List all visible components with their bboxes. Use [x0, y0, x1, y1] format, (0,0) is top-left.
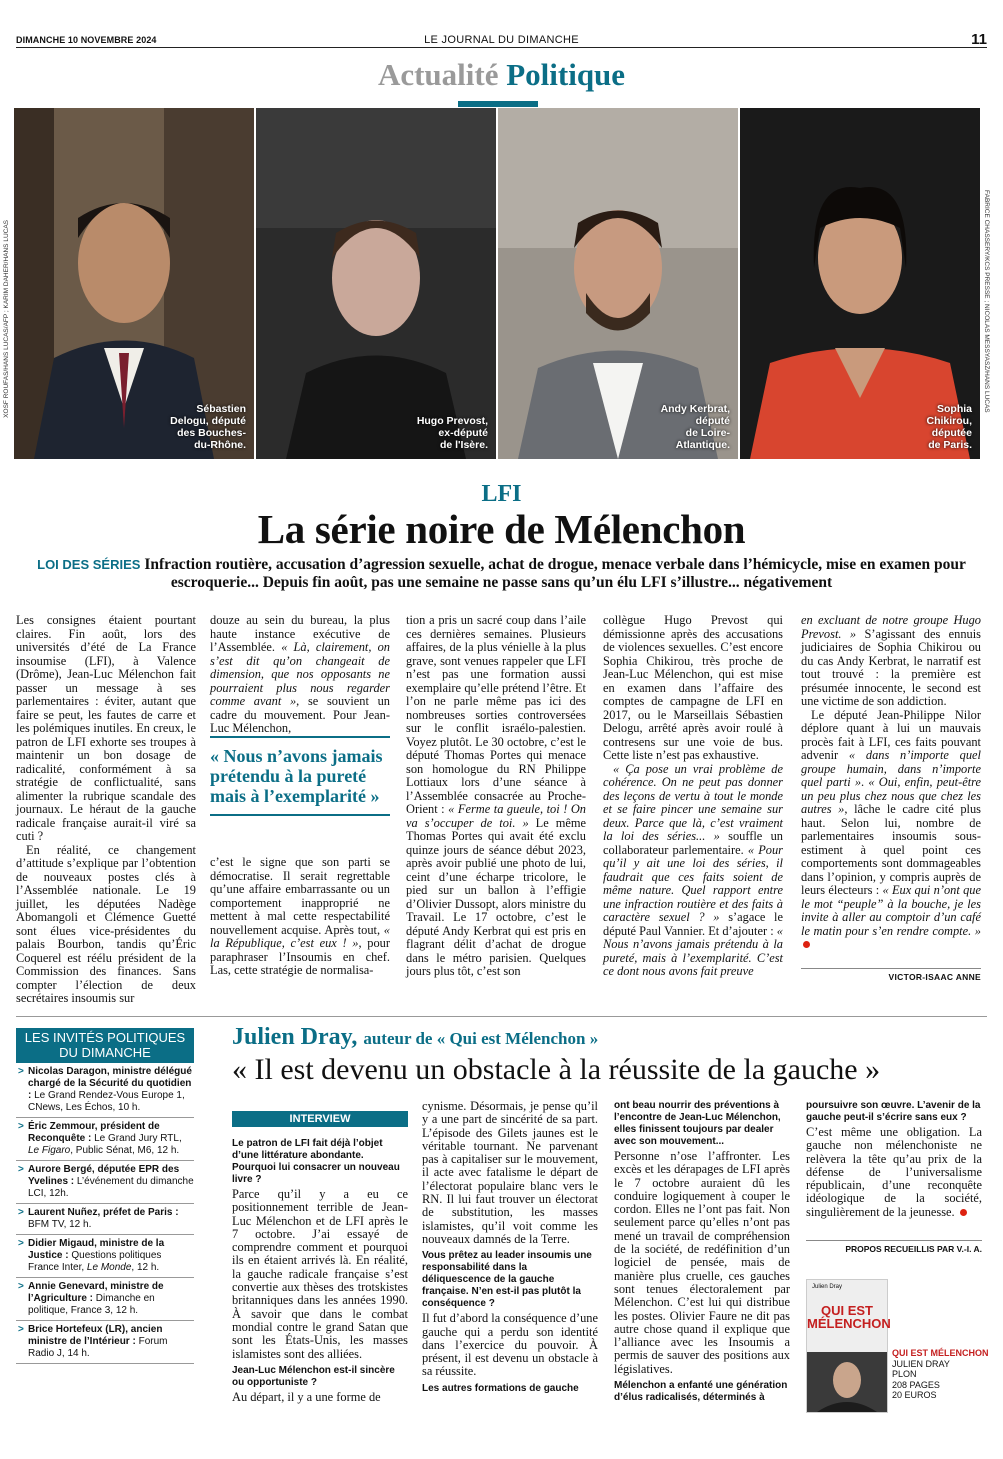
page-number: 11 — [971, 31, 987, 48]
interviewee-name: Julien Dray, — [232, 1024, 358, 1050]
guest-item: > Nicolas Daragon, ministre délégué chargé de la Sécurité du quotidien : Le Grand Rendez-Vous Europe 1, CNews, Les Échos, 10 h. — [16, 1063, 194, 1118]
interviewee-subtitle: auteur de « Qui est Mélenchon » — [363, 1029, 599, 1048]
book-pages: 208 PAGES — [892, 1379, 940, 1390]
article-column-1: Les consignes étaient pourtant claires. Fin août, lors des universités d’été de La France insoumise (LFI), à Valence (Drôme), Jean-Luc Mélenchon fait passer un message à ses parlementaires : éviter, autant que faire se peut, les fautes de carre et les polémiques inutiles. En creux, le patron de LFI exhorte ses troupes à maintenir un bon dosage de radicalité, conformément à sa stratégie de conflictualité, sans alimenter la rubrique scandale des journaux. Le héraut de la gauche radicale française aurait-il viré sa cuti ? En réalité, ce changement d’attitude s’explique par l’obtention de nouveaux postes clés à l’Assemblée nationale. Le 19 juillet, les députées Nadège Abomangoli et Clémence Guetté sont élues vice-présidentes du palais Bourbon, tandis qu’Éric Coquerel est réélu président de la Commission des finances. Sans compter l’élection de deux secrétaires insoumis sur — [16, 613, 196, 1005]
guest-item: > Éric Zemmour, président de Reconquête : Le Grand Jury RTL, Le Figaro, Public Sénat, M6, 12 h. — [16, 1118, 194, 1161]
portrait-caption: Hugo Prevost, ex-député de l'Isère. — [416, 415, 488, 451]
pull-quote: « Nous n’avons jamais prétendu à la pureté mais à l’exemplarité » — [210, 736, 390, 816]
article-column-2-continued: c’est le signe que son parti se démocratise. Il serait regrettable qu’une affaire embarrassante ou un comportement inapproprié ne mettent à mal cette respectabilité nouvellement acquise. Après tout, « la République, c’est eux ! », pour paraphraser l’Insoumis en chef. Las, cette stratégie de normalisa- — [210, 855, 390, 977]
guest-item: > Didier Migaud, ministre de la Justice : Questions politiques France Inter, Le Monde, 12 h. — [16, 1235, 194, 1278]
guest-item: > Aurore Bergé, députée EPR des Yvelines : L’événement du dimanche LCI, 12h. — [16, 1161, 194, 1204]
article-column-5: en excluant de notre groupe Hugo Prevost. » S’agissant des ennuis judiciaires de Sophia Chikirou ou du cas Andy Kerbrat, le narratif est tout trouvé : la première est présumée innocente, le second est une victime de son addiction. Le député Jean-Philippe Nilor déplore quant à lui un mauvais procès fait à LFI, ces faits pouvant advenir « dans n’importe quel groupe humain, dans n’importe quel parti ». « Oui, enfin, peut-être un peu plus chez nous que chez les autres », lâche le cadre cité plus haut. Selon lui, nombre de parlementaires insoumis sous-estiment à quel point ces comportements sont dommageables dans l’opinion, y compris auprès de leurs électeurs : « Eux qui n’ont que le mot “peuple” à la bouche, je les invite à aller au comptoir d’un café le matin pour s’en rendre compte. » — [801, 614, 981, 952]
book-cover — [806, 1279, 891, 1413]
book-cover-author: Julien Dray — [812, 1284, 843, 1290]
guests-title-2: DU DIMANCHE — [59, 1045, 151, 1060]
portrait-delogu — [14, 108, 254, 459]
interview-signature: PROPOS RECUEILLIS PAR V.-I. A. — [806, 1240, 982, 1254]
portrait-strip — [14, 108, 980, 459]
newspaper-name: LE JOURNAL DU DIMANCHE — [424, 34, 579, 46]
portrait-prevost — [256, 108, 496, 459]
end-mark — [803, 941, 810, 948]
guest-item: > Annie Genevard, ministre de l’Agriculture : Dimanche en politique, France 3, 12 h. — [16, 1278, 194, 1321]
photo-credit-left: XOSF ROUFAS/HANS LUCAS/AFP ; KARIM DAHER/HANS LUCAS — [3, 220, 10, 418]
article-signature: VICTOR-ISAAC ANNE — [801, 968, 981, 982]
interview-column-2: cynisme. Désormais, je pense qu’il y a une part de sincérité de sa part. L’épisode des Gilets jaunes est le véritable tournant. Ne parvenant pas à capitaliser sur le mouvement, il acte avec fatalisme le départ de l’électorat populaire blanc vers le RN. Il lui faut trouver un électorat de substitution, les masses islamistes, qu’il voit comme les nouveaux damnés de la Terre. Vous prêtez au leader insoumis une responsabilité dans la déliquescence de la gauche française. N’en est-il pas plutôt la conséquence ? Il fut d’abord la conséquence d’une gauche qui a perdu son identité dans l’exercice du pouvoir. À présent, il est devenu un obstacle à sa réussite. Les autres formations de gauche — [422, 1099, 598, 1394]
rubric-bar — [458, 101, 538, 107]
photo-credit-right: FABRICE CHASSERY/KCS PRESSE ; NICOLAS MESSYASZ/HANS LUCAS — [983, 190, 990, 413]
interview-headline: « Il est devenu un obstacle à la réussite de la gauche » — [232, 1053, 881, 1086]
interview-column-1: Le patron de LFI fait déjà l’objet d’une littérature abondante. Pourquoi lui consacrer un nouveau livre ? Parce qu’il y a eu ce positionnement terrible de Jean-Luc Mélenchon et de LFI après le 7 octobre. J’ai essayé de comprendre comment et pourquoi ils en étaient arrivés là. En réalité, la gauche radicale française s’est convertie aux thèses des trotskistes britanniques dans les années 1990. À savoir que dans le combat mondial contre le grand Satan que sont les États-Unis, les masses islamistes sont des alliées. Jean-Luc Mélenchon est-il sincère ou opportuniste ? Au départ, il y a une forme de — [232, 1138, 408, 1404]
article-column-4: collègue Hugo Prevost qui démissionne après des accusations de violences sexuelles. C’est encore Sophia Chikirou, très proche de Jean-Luc Mélenchon, qui est mise en examen dans l’affaire des comptes de campagne de LFI en 2017, ou le Marseillais Sébastien Delogu, arrêté après avoir roulé à contresens sur une voie de bus. Cette liste n’est pas exhaustive. « Ça pose un vrai problème de cohérence. On ne peut pas donner des leçons de vertu à tout le monde et se faire pincer une semaine sur deux. Parce que là, c’est vraiment la loi des séries... » souffle un collaborateur parlementaire. « Pour qu’il y ait une loi des séries, il faudrait que ces faits soient de même nature. Quel rapport entre une infraction routière et des faits à caractère sexuel ? » s’agace le député Paul Vannier. Et d’ajouter : « Nous n’avons jamais prétendu à la pureté, mais à l’exemplarité. C’est ce dont nous avons fait preuve — [603, 613, 784, 978]
interview-column-4: poursuivre son œuvre. L’avenir de la gauche peut-il s’écrire sans eux ? C’est même une obligation. La gauche non mélenchoniste ne relèvera la tête qu’au prix de la défense de l’universalisme républicain, d’une reconquête idéologique de la société, singulièrement de la jeunesse. — [806, 1100, 982, 1219]
book-title: QUI EST MÉLENCHON — [892, 1348, 989, 1358]
article-standfirst — [16, 556, 987, 592]
portrait-kerbrat — [498, 108, 738, 459]
guests-header — [16, 1028, 194, 1063]
interview-title — [232, 1024, 598, 1051]
section-divider — [16, 1016, 987, 1017]
standfirst-tag: LOI DES SÉRIES — [37, 557, 141, 572]
portrait-chikirou — [740, 108, 980, 459]
book-cover-title: QUI EST MÉLENCHON — [807, 1303, 891, 1331]
interview-label: INTERVIEW — [232, 1111, 408, 1127]
book-cover-portrait — [807, 1352, 887, 1412]
book-price: 20 EUROS — [892, 1390, 937, 1400]
guest-item: > Laurent Nuñez, préfet de Paris : BFM TV, 12 h. — [16, 1204, 194, 1235]
page-header — [16, 31, 987, 48]
guest-item: > Brice Hortefeux (LR), ancien ministre de l’Intérieur : Forum Radio J, 14 h. — [16, 1321, 194, 1364]
article-column-2: douze au sein du bureau, la plus haute instance exécutive de l’Assemblée. « Là, clairement, on s’est dit qu’on changeait de dimension, que nos opposants ne pourraient plus nous regarder comme avant », se souvient un cadre du mouvement. Pour Jean-Luc Mélenchon, — [210, 613, 391, 735]
book-author: JULIEN DRAY — [892, 1358, 950, 1369]
rubric-second: Politique — [506, 57, 626, 92]
standfirst-text: Infraction routière, accusation d’agression sexuelle, achat de drogue, menace verbale dans l’hémicycle, mise en examen pour escroquerie... Depuis fin août, pas une semaine ne passe sans qu’un élu LFI s’illustre... négativement — [144, 556, 966, 591]
end-mark — [960, 1209, 967, 1216]
article-headline: La série noire de Mélenchon — [257, 506, 746, 552]
guests-title-1: LES INVITÉS POLITIQUES — [24, 1030, 186, 1045]
portrait-caption: Andy Kerbrat, député de Loire- Atlantique. — [660, 403, 730, 451]
issue-date: DIMANCHE 10 NOVEMBRE 2024 — [16, 35, 157, 45]
interview-column-3: ont beau nourrir des préventions à l’encontre de Jean-Luc Mélenchon, elles finissent toujours par dealer avec son mouvement... Personne n’ose l’affronter. Les excès et les dérapages de LFI après le 7 octobre auraient dû les conduire logiquement à couper le cordon. Elles ne l’ont pas fait. Non seulement parce qu’elles n’ont pas mené un travail de compréhension de la société, de redéfinition d’un logiciel de pensée, mais de manière plus cruelle, ces gauches sont tenues électoralement par Mélenchon. C’est lui qui distribue les postes. Olivier Faure ne dit pas autre chose quand il explique que l’alliance avec les Insoumis a permis de sauver des positions aux législatives. Mélenchon a enfanté une génération d’élus radicalisés, déterminés à — [614, 1100, 790, 1404]
book-publisher: PLON — [892, 1369, 917, 1379]
rubric-first: Actualité — [377, 57, 499, 92]
book-info — [892, 1348, 989, 1401]
portrait-caption: Sébastien Delogu, député des Bouches- du-Rhône. — [170, 403, 246, 451]
section-rubric — [0, 57, 1003, 93]
article-kicker: LFI — [481, 481, 522, 507]
article-column-3: tion a pris un sacré coup dans l’aile ces dernières semaines. Plusieurs affaires, de la plus vénielle à la plus grave, sont venues rappeler que LFI n’est pas une formation aussi exemplaire qu’elle prétend l’être. Et l’on ne parle même pas ici des nombreuses sorties controversées sur le conflit israélo-palestien. Voyez plutôt. Le 30 octobre, c’est le député Thomas Portes qui menace son homologue du RN Philippe Lottiaux lors d’une séance à l’Assemblée consacrée au Proche-Orient : « Ferme ta gueule, toi ! On va s’occuper de toi. » Le même Thomas Portes qui avait été exclu quinze jours de séance début 2023, après avoir publié une photo de lui, ceint d’une écharpe tricolore, le pied sur un ballon à l’effigie d’Olivier Dussopt, alors ministre du Travail. Le 17 octobre, c’est le député Andy Kerbrat qui est pris en flagrant délit d’achat de drogue dans le métro parisien. Quelques jours plus tôt, c’est son — [406, 613, 587, 978]
guests-sidebar — [16, 1028, 194, 1364]
portrait-caption: Sophia Chikirou, députée de Paris. — [926, 403, 972, 451]
